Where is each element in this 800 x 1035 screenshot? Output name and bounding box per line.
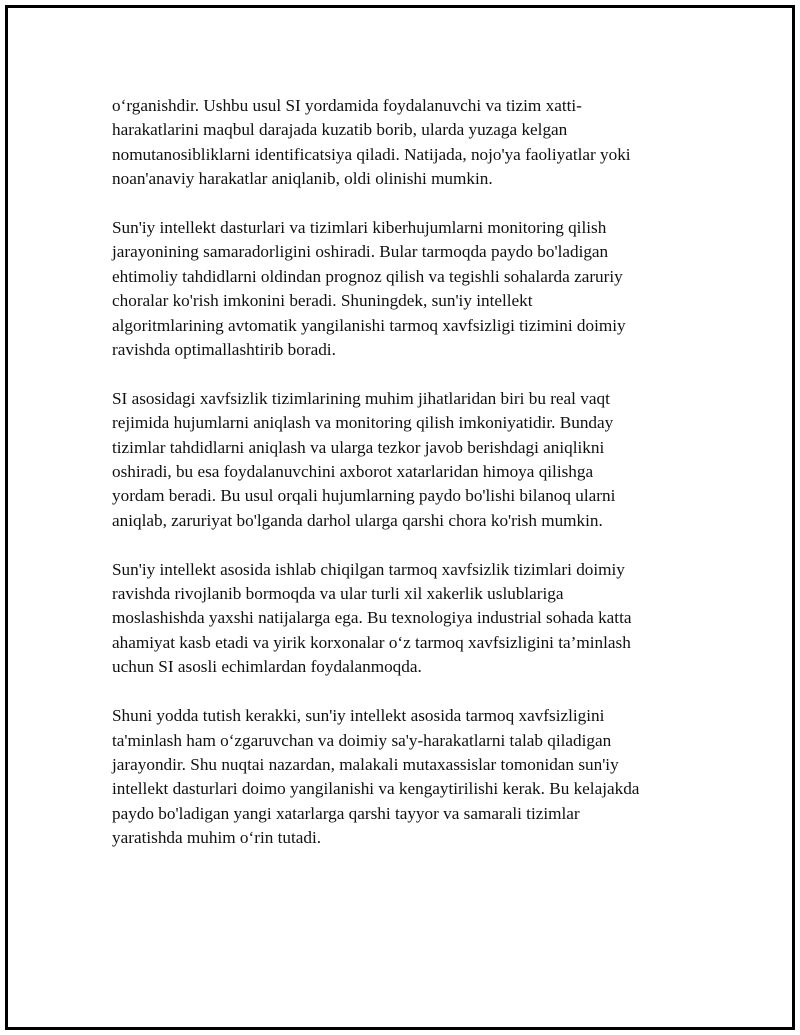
text-line: yaratishda muhim o‘rin tutadi.: [112, 828, 322, 848]
text-line: ehtimoliy tahdidlarni oldindan prognoz qilish va tegishli sohalarda zaruriy: [112, 266, 623, 286]
text-line: yordam beradi. Bu usul orqali hujumlarning paydo bo'lishi bilanoq ularni: [112, 486, 616, 506]
text-line: ravishda rivojlanib bormoqda va ular turli xil xakerlik uslublariga: [112, 584, 564, 604]
text-line: Shuni yodda tutish kerakki, sun'iy intellekt asosida tarmoq xavfsizligini: [112, 706, 605, 726]
text-line: nomutanosibliklarni identificatsiya qiladi. Natijada, nojo'ya faoliyatlar yoki: [112, 144, 631, 164]
text-line: harakatlarini maqbul darajada kuzatib borib, ularda yuzaga kelgan: [112, 120, 568, 140]
text-line: aniqlab, zaruriyat bo'lganda darhol ularga qarshi chora ko'rish mumkin.: [112, 510, 603, 530]
text-line: tizimlar tahdidlarni aniqlash va ularga tezkor javob berishdagi aniqlikni: [112, 437, 605, 457]
text-line: uchun SI asosli echimlardan foydalanmoqda.: [112, 657, 422, 677]
text-line: oshiradi, bu esa foydalanuvchini axborot xatarlaridan himoya qilishga: [112, 462, 594, 482]
text-line: ravishda optimallashtirib boradi.: [112, 340, 336, 360]
paragraph-4: [112, 558, 692, 680]
text-line: rejimida hujumlarni aniqlash va monitoring qilish imkoniyatidir. Bunday: [112, 413, 614, 433]
text-line: algoritmlarining avtomatik yangilanishi tarmoq xavfsizligi tizimini doimiy: [112, 315, 626, 335]
text-line: moslashishda yaxshi natijalarga ega. Bu texnologiya industrial sohada katta: [112, 608, 632, 628]
text-line: noan'anaviy harakatlar aniqlanib, oldi olinishi mumkin.: [112, 169, 493, 189]
text-line: Sun'iy intellekt dasturlari va tizimlari kiberhujumlarni monitoring qilish: [112, 218, 607, 238]
document-body: [112, 94, 692, 875]
text-line: paydo bo'ladigan yangi xatarlarga qarshi tayyor va samarali tizimlar: [112, 803, 580, 823]
text-line: Sun'iy intellekt asosida ishlab chiqilgan tarmoq xavfsizlik tizimlari doimiy: [112, 559, 625, 579]
paragraph-5: [112, 704, 692, 850]
text-line: intellekt dasturlari doimo yangilanishi va kengaytirilishi kerak. Bu kelajakda: [112, 779, 640, 799]
text-line: ta'minlash ham o‘zgaruvchan va doimiy sa'y-harakatlarni talab qiladigan: [112, 730, 612, 750]
text-line: jarayondir. Shu nuqtai nazardan, malakali mutaxassislar tomonidan sun'iy: [112, 754, 619, 774]
text-line: ahamiyat kasb etadi va yirik korxonalar o‘z tarmoq xavfsizligini ta’minlash: [112, 632, 631, 652]
paragraph-1: [112, 94, 692, 192]
paragraph-3: [112, 387, 692, 533]
text-line: SI asosidagi xavfsizlik tizimlarining muhim jihatlaridan biri bu real vaqt: [112, 388, 610, 408]
text-line: choralar ko'rish imkonini beradi. Shuningdek, sun'iy intellekt: [112, 291, 533, 311]
text-line: o‘rganishdir. Ushbu usul SI yordamida foydalanuvchi va tizim xatti-: [112, 96, 582, 115]
text-line: jarayonining samaradorligini oshiradi. Bular tarmoqda paydo bo'ladigan: [112, 242, 609, 262]
paragraph-2: [112, 216, 692, 362]
